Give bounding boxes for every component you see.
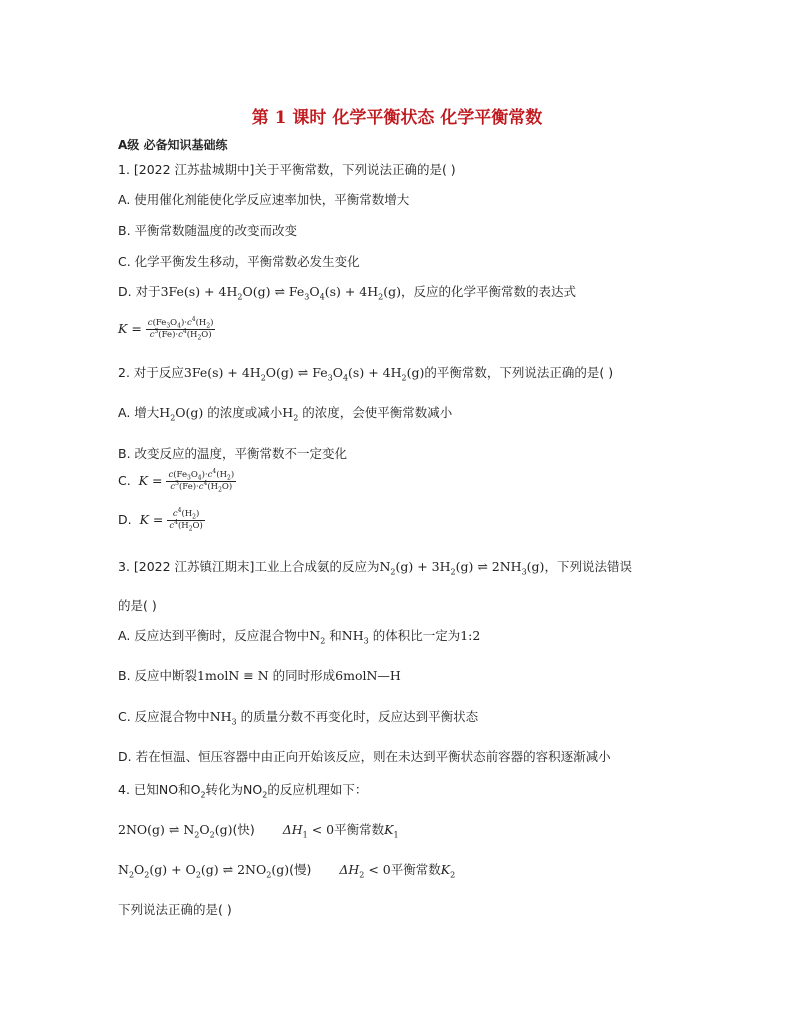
q1-stem: 1. [2022 江苏盐城期中]关于平衡常数，下列说法正确的是( ) [118, 162, 456, 177]
q1-d-expression: K = $\frac{c(Fe_3O_4)\cdot c^4(H_2)}{c^3(Fe)\cdot c^4(H_2O)}$ [118, 316, 214, 342]
q1-option-b: B. 平衡常数随温度的改变而改变 [118, 223, 298, 238]
q2-option-d: D. K = $\frac{c^4(H_2)}{c^4(H_2O)}$ [118, 507, 203, 533]
q2-option-b: B. 改变反应的温度，平衡常数不一定变化 [118, 446, 348, 461]
q2-stem [118, 364, 613, 382]
q3-option-d: D. 若在恒温、恒压容器中由正向开始该反应，则在未达到平衡状态前容器的容积逐渐减小 [118, 749, 611, 764]
q4-reaction-2: $N_2O_2(g) + O_2(g)$ ⇌ $2NO_2(g)$(慢) $\Delta H_2 < 0$平衡常数$K_2$ [118, 862, 456, 880]
q1-option-d [118, 283, 576, 301]
q4-stem: 4. 已知NO和$O_2$转化为$NO_2$的反应机理如下： [118, 782, 368, 800]
q2-suffix: 的平衡常数，下列说法正确的是( ) [424, 365, 614, 380]
q1-d-equation: $3Fe(s) + 4H_2O(g)$ ⇌ $Fe_3O_4(s) + 4H_2(g)$ [160, 284, 402, 302]
level-heading: A级 必备知识基础练 [118, 138, 228, 152]
q3-equation: $N_2(g) + 3H_2(g)$ ⇌ $2NH_3(g)$ [379, 559, 545, 577]
q3-option-c: C. 反应混合物中$NH_3$ 的质量分数不再变化时，反应达到平衡状态 [118, 709, 479, 727]
q2-option-c: C. K = $\frac{c(Fe_3O_4)\cdot c^4(H_2)}{c^3(Fe)\cdot c^4(H_2O)}$ [118, 468, 235, 494]
q2-option-a: A. 增大$H_2O(g)$ 的浓度或减小$H_2$ 的浓度，会使平衡常数减小 [118, 405, 453, 423]
q1-d-suffix: ，反应的化学平衡常数的表达式 [401, 284, 577, 299]
q4-ask: 下列说法正确的是( ) [118, 902, 232, 917]
q2-prefix: 2. 对于反应 [118, 365, 184, 380]
q3-stem-cont: 的是( ) [118, 598, 157, 613]
q3-option-a: A. 反应达到平衡时，反应混合物中$N_2$ 和$NH_3$ 的体积比一定为1:2 [118, 628, 481, 646]
q1-option-a: A. 使用催化剂能使化学反应速率加快，平衡常数增大 [118, 192, 410, 207]
q1-d-prefix: D. 对于 [118, 284, 161, 299]
page-title: 第 1 课时 化学平衡状态 化学平衡常数 [251, 108, 543, 128]
q3-option-b: B. 反应中断裂1molN ≡ N 的同时形成6molN—H [118, 668, 401, 683]
q2-equation: $3Fe(s) + 4H_2O(g)$ ⇌ $Fe_3O_4(s) + 4H_2(g)$ [183, 365, 425, 383]
q1-option-c: C. 化学平衡发生移动，平衡常数必发生变化 [118, 254, 360, 269]
q3-stem: 3. [2022 江苏镇江期末]工业上合成氨的反应为$N_2(g) + 3H_2(g)$ ⇌ $2NH_3(g)$，下列说法错误 [118, 559, 632, 577]
q4-reaction-1: 2NO(g) ⇌ $N_2O_2(g)$(快) $\Delta H_1 < 0$平衡常数$K_1$ [118, 822, 399, 840]
